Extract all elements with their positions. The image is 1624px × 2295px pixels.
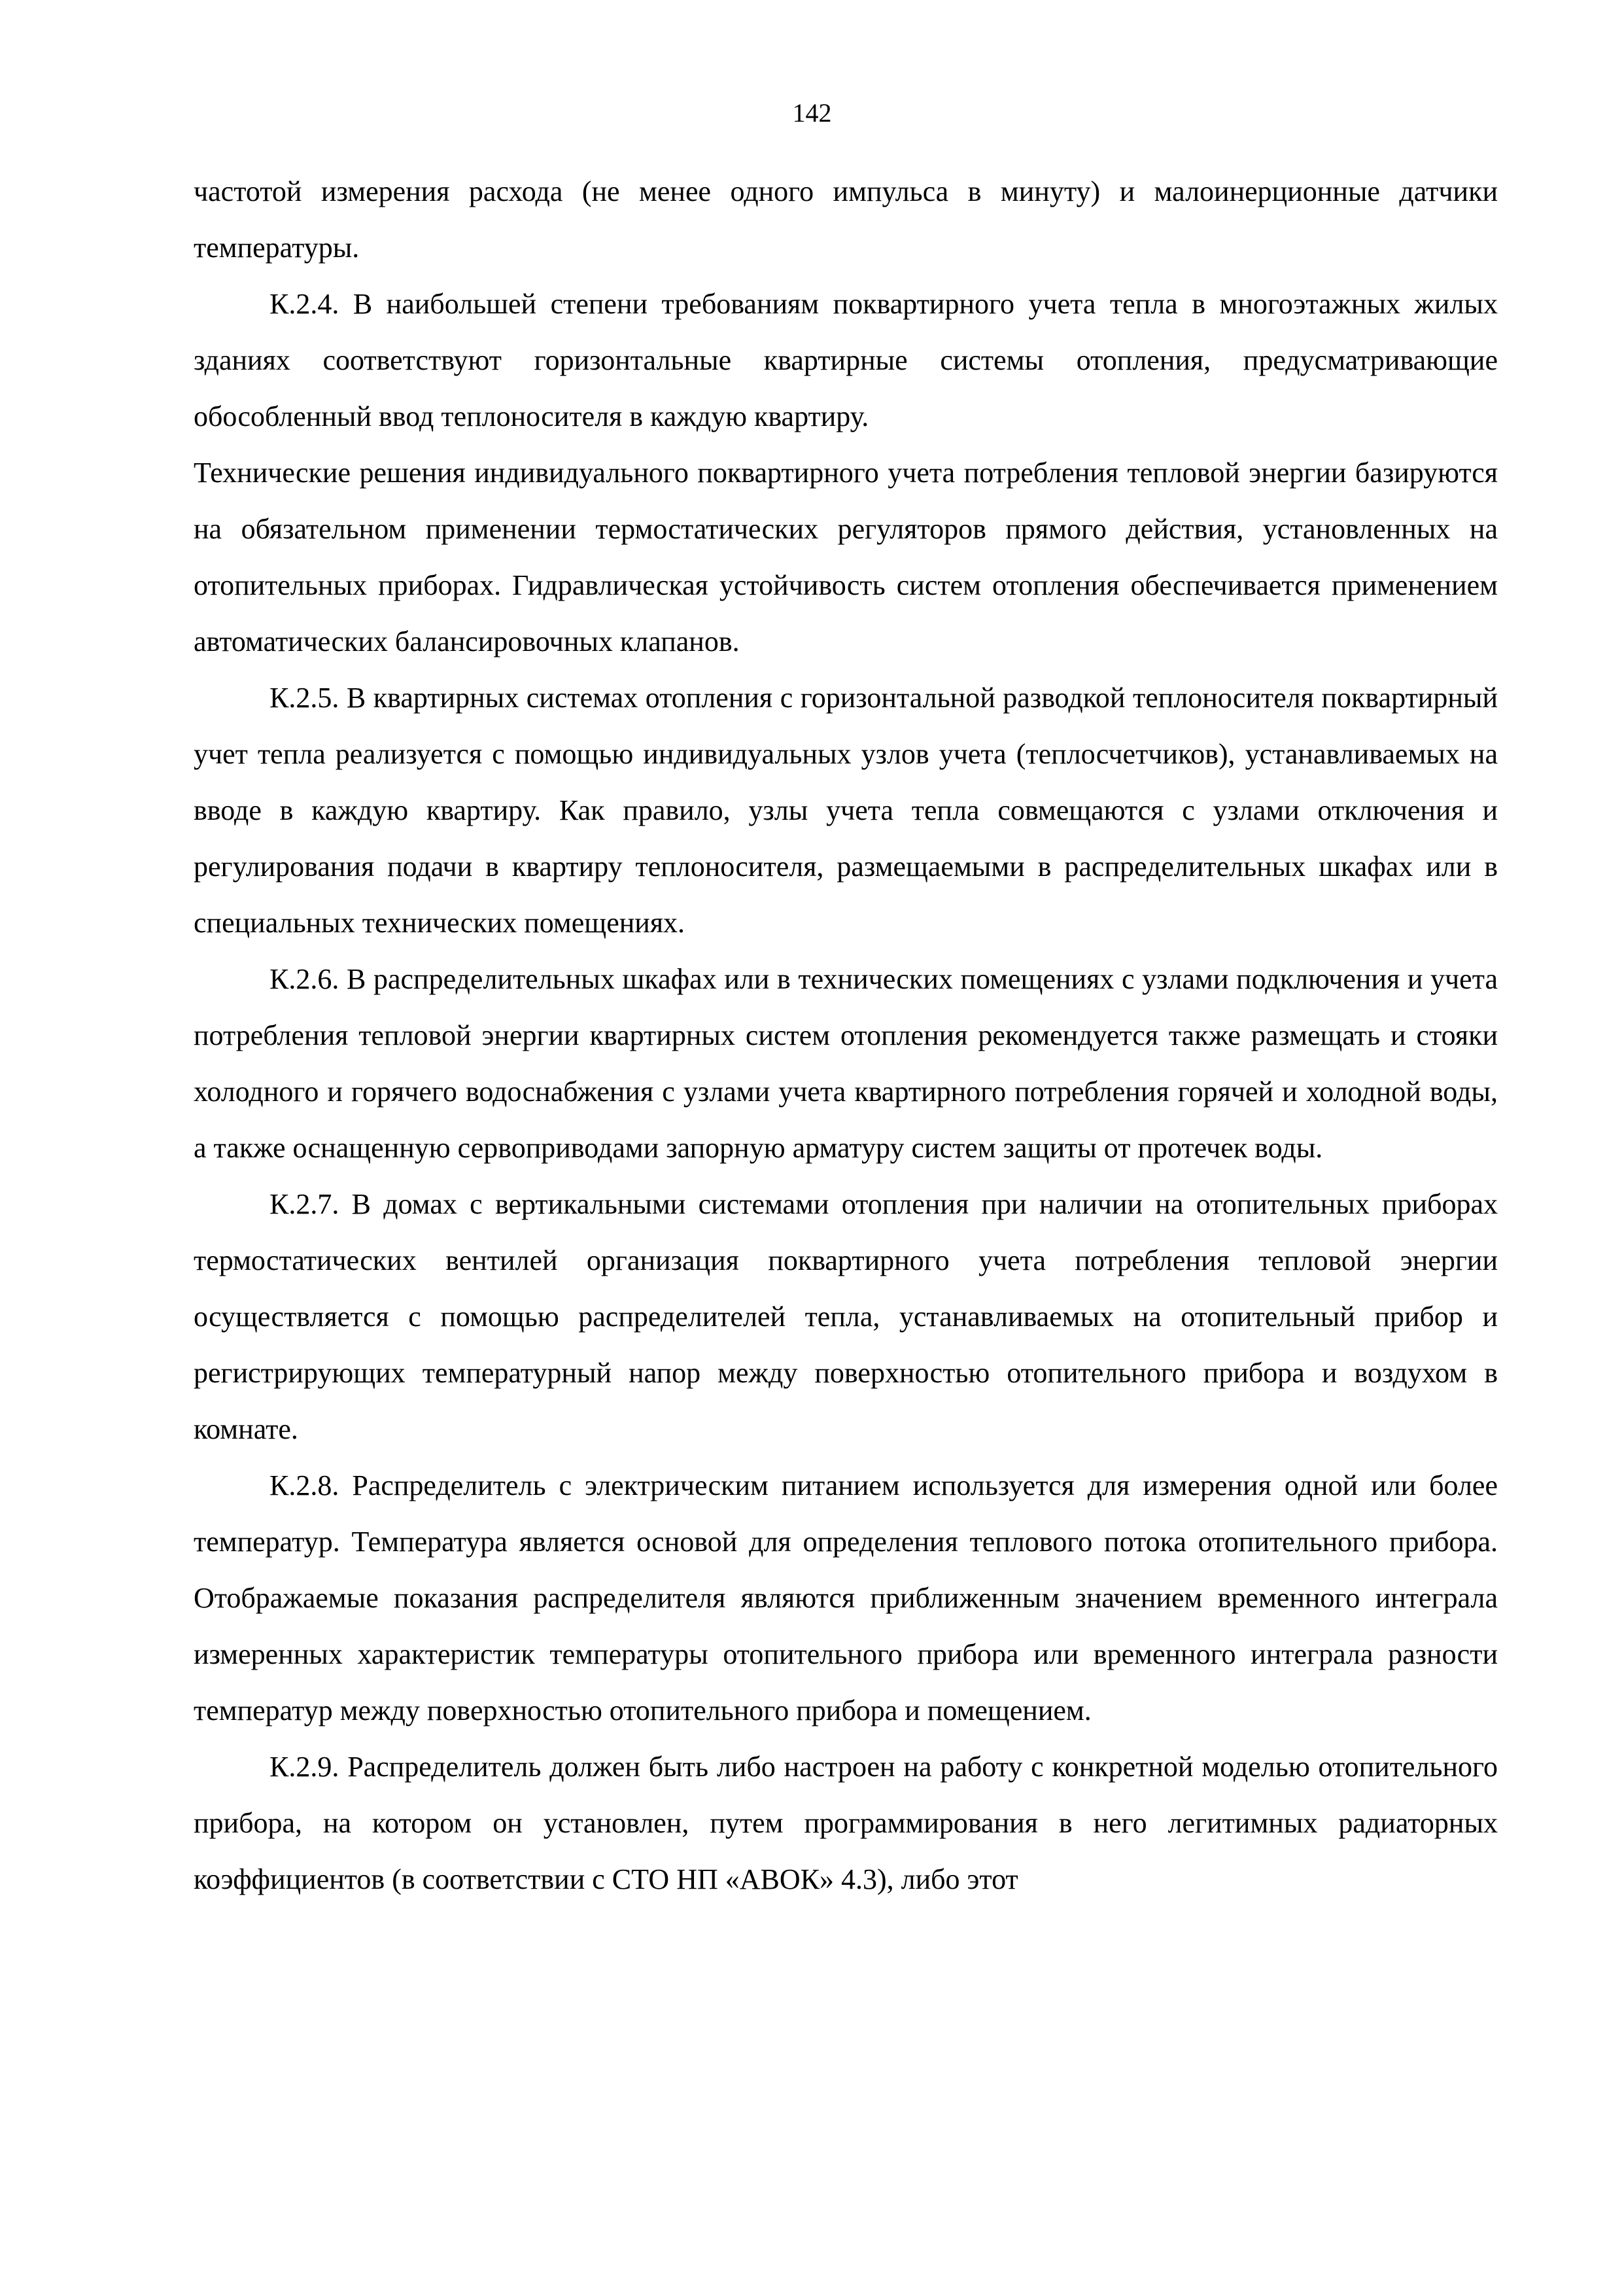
paragraph: частотой измерения расхода (не менее одного импульса в минуту) и малоинерционные датчики температуры.	[194, 175, 1498, 264]
paragraph-k-2-6: К.2.6. В распределительных шкафах или в технических помещениях с узлами подключения и учета потребления тепловой энергии квартирных систем отопления рекомендуется также размещать и стояки холодного и горячего водоснабжения с узлами учета квартирного потребления горячей и холодной воды, а также оснащенную сервоприводами запорную арматуру систем защиты от протечек воды.	[194, 963, 1498, 1164]
paragraph: Технические решения индивидуального поквартирного учета потребления тепловой энергии базируются на обязательном применении термостатических регуляторов прямого действия, установленных на отопительных приборах. Гидравлическая устойчивость систем отопления обеспечивается применением автоматических балансировочных клапанов.	[194, 457, 1498, 657]
paragraph-k-2-5: К.2.5. В квартирных системах отопления с горизонтальной разводкой теплоносителя поквартирный учет тепла реализуется с помощью индивидуальных узлов учета (теплосчетчиков), устанавливаемых на вводе в каждую квартиру. Как правило, узлы учета тепла совмещаются с узлами отключения и регулирования подачи в квартиру теплоносителя, размещаемыми в распределительных шкафах или в специальных технических помещениях.	[194, 682, 1498, 939]
paragraph-k-2-9: К.2.9. Распределитель должен быть либо настроен на работу с конкретной моделью отопительного прибора, на котором он установлен, путем программирования в него легитимных радиаторных коэффициентов (в соответствии с СТО НП «АВОК» 4.3), либо этот	[194, 1751, 1498, 1895]
paragraph-k-2-7: К.2.7. В домах с вертикальными системами отопления при наличии на отопительных приборах термостатических вентилей организация поквартирного учета потребления тепловой энергии осуществляется с помощью распределителей тепла, устанавливаемых на отопительный прибор и регистрирующих температурный напор между поверхностью отопительного прибора и воздухом в комнате.	[194, 1188, 1498, 1445]
page-number: 142	[792, 98, 832, 128]
paragraph-k-2-4: К.2.4. В наибольшей степени требованиям поквартирного учета тепла в многоэтажных жилых зданиях соответствуют горизонтальные квартирные системы отопления, предусматривающие обособленный ввод теплоносителя в каждую квартиру.	[194, 288, 1498, 432]
document-body	[194, 164, 1498, 1908]
paragraph-k-2-8: К.2.8. Распределитель с электрическим питанием используется для измерения одной или более температур. Температура является основой для определения теплового потока отопительного прибора. Отображаемые показания распределителя являются приближенным значением временного интеграла измеренных характеристик температуры отопительного прибора или временного интеграла разности температур между поверхностью отопительного прибора и помещением.	[194, 1469, 1498, 1726]
